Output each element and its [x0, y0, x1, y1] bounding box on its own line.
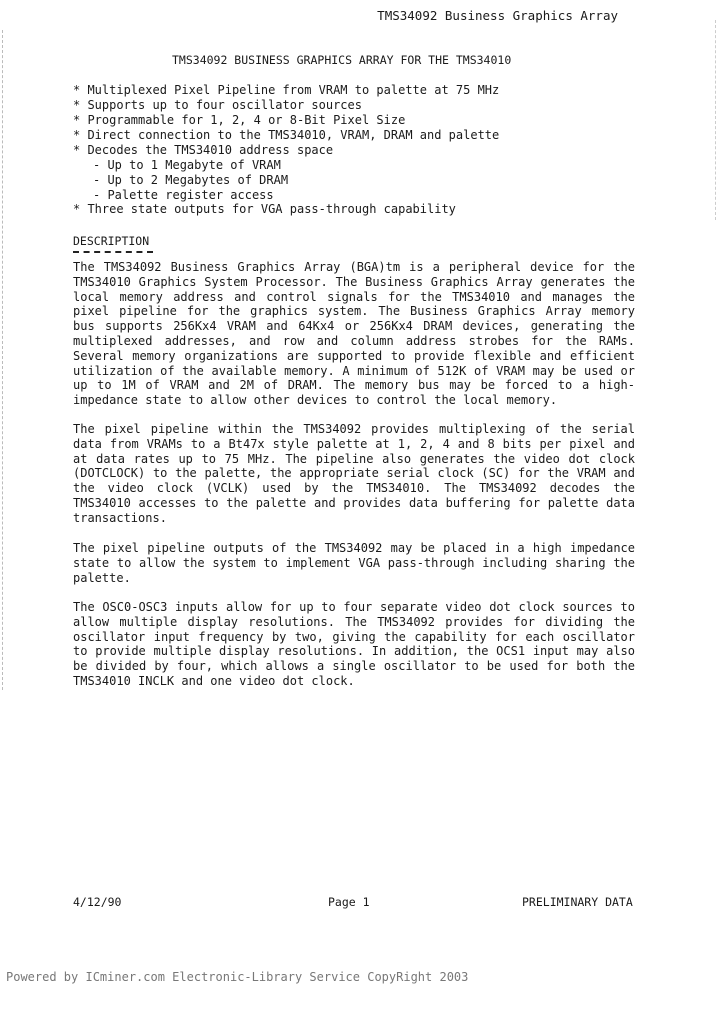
- heading-underline: [73, 251, 153, 253]
- scan-edge-mark-right: [715, 20, 716, 220]
- feature-item: * Programmable for 1, 2, 4 or 8-Bit Pixel Size: [73, 113, 406, 127]
- feature-subitem: - Up to 2 Megabytes of DRAM: [93, 173, 289, 187]
- feature-item: * Three state outputs for VGA pass-through capability: [73, 202, 456, 216]
- library-credit: Powered by ICminer.com Electronic-Library Service CopyRight 2003: [6, 970, 469, 984]
- feature-subitem: - Up to 1 Megabyte of VRAM: [93, 158, 281, 172]
- description-paragraph: The pixel pipeline within the TMS34092 provides multiplexing of the serial data from VRAMs to a Bt47x style palette at 1, 2, 4 and 8 bits per pixel and at data rates up to 75 MHz. The pipeline also generates the video dot clock (DOTCLOCK) to the palette, the appropriate serial clock (SC) for the VRAM and the video clock (VCLK) used by the TMS34010. The TMS34092 decodes the TMS34010 accesses to the palette and provides data buffering for palette data transactions.: [73, 422, 635, 525]
- feature-item: * Direct connection to the TMS34010, VRAM, DRAM and palette: [73, 128, 500, 142]
- description-paragraph: The OSC0-OSC3 inputs allow for up to four separate video dot clock sources to allow multiple display resolutions. The TMS34092 provides for dividing the oscillator input frequency by two, giving the capability for each oscillator to provide multiple display resolutions. In addition, the OCS1 input may also be divided by four, which allows a single oscillator to be used for both the TMS34010 INCLK and one video dot clock.: [73, 600, 635, 688]
- description-heading: DESCRIPTION: [73, 234, 150, 248]
- feature-item: * Supports up to four oscillator sources: [73, 98, 362, 112]
- footer-page-number: Page 1: [328, 895, 370, 909]
- running-header: TMS34092 Business Graphics Array: [377, 8, 618, 23]
- scan-edge-mark: [2, 30, 3, 690]
- description-paragraph: The pixel pipeline outputs of the TMS34092 may be placed in a high impedance state to allow the system to implement VGA pass-through including sharing the palette.: [73, 541, 635, 585]
- feature-item: * Multiplexed Pixel Pipeline from VRAM to palette at 75 MHz: [73, 83, 500, 97]
- description-paragraph: The TMS34092 Business Graphics Array (BGA)tm is a peripheral device for the TMS34010 Graphics System Processor. The Business Graphics Array generates the local memory address and control signals for the TMS34010 and manages the pixel pipeline for the graphics system. The Business Graphics Array memory bus supports 256Kx4 VRAM and 64Kx4 or 256Kx4 DRAM devices, generating the multiplexed addresses, and row and column address strobes for the RAMs. Several memory organizations are supported to provide flexible and efficient utilization of the available memory. A minimum of 512K of VRAM may be used or up to 1M of VRAM and 2M of DRAM. The memory bus may be forced to a high-impedance state to allow other devices to control the local memory.: [73, 260, 635, 408]
- feature-item: * Decodes the TMS34010 address space: [73, 143, 334, 157]
- document-title: TMS34092 BUSINESS GRAPHICS ARRAY FOR THE TMS34010: [172, 53, 512, 67]
- footer-date: 4/12/90: [73, 895, 122, 909]
- feature-subitem: - Palette register access: [93, 188, 274, 202]
- footer-status: PRELIMINARY DATA: [522, 895, 633, 909]
